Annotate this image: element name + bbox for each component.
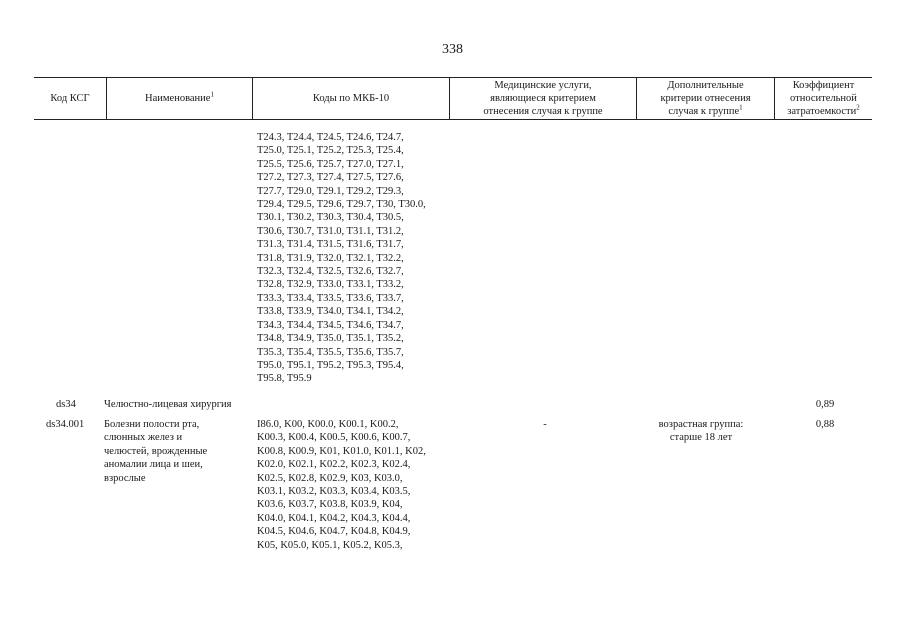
header-code-label: Код КСГ [50,93,90,104]
header-services [449,78,636,119]
row-mkb-codes: I86.0, K00, K00.0, K00.1, K00.2, K00.3, K00.4, K00.5, K00.6, K00.7, K00.8, K00.9, K01, K01.0, K01.1, K02, K02.0, K02.1, K02.2, K02.3, K02.4, K02.5, K02.8, K02.9, K03, K03.0, K03.1, K03.2, K03.3, K03.4, K03.5, K03.6, K03.7, K03.8, K03.9, K04, K04.0, K04.1, K04.2, K04.3, K04.4, K04.5, K04.6, K04.7, K04.8, K04.9, K05, K05.0, K05.1, K05.2, K05.3, [257,419,426,551]
continuation-codes: T24.3, T24.4, T24.5, T24.6, T24.7, T25.0, T25.1, T25.2, T25.3, T25.4, T25.5, T25.6, T25.7, T27.0, T27.1, T27.2, T27.3, T27.4, T27.5, T27.6, T27.7, T29.0, T29.1, T29.2, T29.3, T29.4, T29.5, T29.6, T29.7, T30, T30.0, T30.1, T30.2, T30.3, T30.4, T30.5, T30.6, T30.7, T31.0, T31.1, T31.2, T31.3, T31.4, T31.5, T31.6, T31.7, T31.8, T31.9, T32.0, T32.1, T32.2, T32.3, T32.4, T32.5, T32.6, T32.7, T32.8, T32.9, T33.0, T33.1, T33.2, T33.3, T33.4, T33.5, T33.6, T33.7, T33.8, T33.9, T34.0, T34.1, T34.2, T34.3, T34.4, T34.5, T34.6, T34.7, T34.8, T34.9, T35.0, T35.1, T35.2, T35.3, T35.4, T35.5, T35.6, T35.7, T95.0, T95.1, T95.2, T95.3, T95.4, T95.8, T95.9 [257,132,426,385]
header-coef-footnote: 2 [856,103,860,112]
header-criteria-footnote: 1 [739,103,743,112]
header-criteria-label: Дополнительные критерии отнесения случая к группе$^1$ [660,80,751,117]
row-coef: 0,88 [815,419,835,430]
header-criteria [636,78,774,119]
header-mkb-label: Коды по МКБ-10 [312,93,390,104]
header-name-label: Наименование$^1$ [145,90,214,104]
header-name-footnote: 1 [210,90,214,99]
row-criteria: возрастная группа: старше 18 лет [658,419,744,444]
row-services: - [543,419,547,430]
header-mkb [252,78,449,119]
row-name: Челюстно-лицевая хирургия [104,399,232,410]
header-coef-label: Коэффициент относительной затратоемкости$^2$ [787,80,860,117]
header-services-label: Медицинские услуги, являющиеся критерием отнесения случая к группе [483,80,603,117]
header-name [106,78,252,119]
page-number: 338 [442,42,463,57]
row-code: ds34.001 [46,419,85,430]
row-name: Болезни полости рта, слюнных желез и челюстей, врожденные аномалии лица и шеи, взрослые [104,419,208,484]
header-coef [774,78,872,119]
header-code [34,78,106,119]
row-code: ds34 [56,399,76,410]
row-coef: 0,89 [815,399,835,410]
table-header [34,77,872,120]
